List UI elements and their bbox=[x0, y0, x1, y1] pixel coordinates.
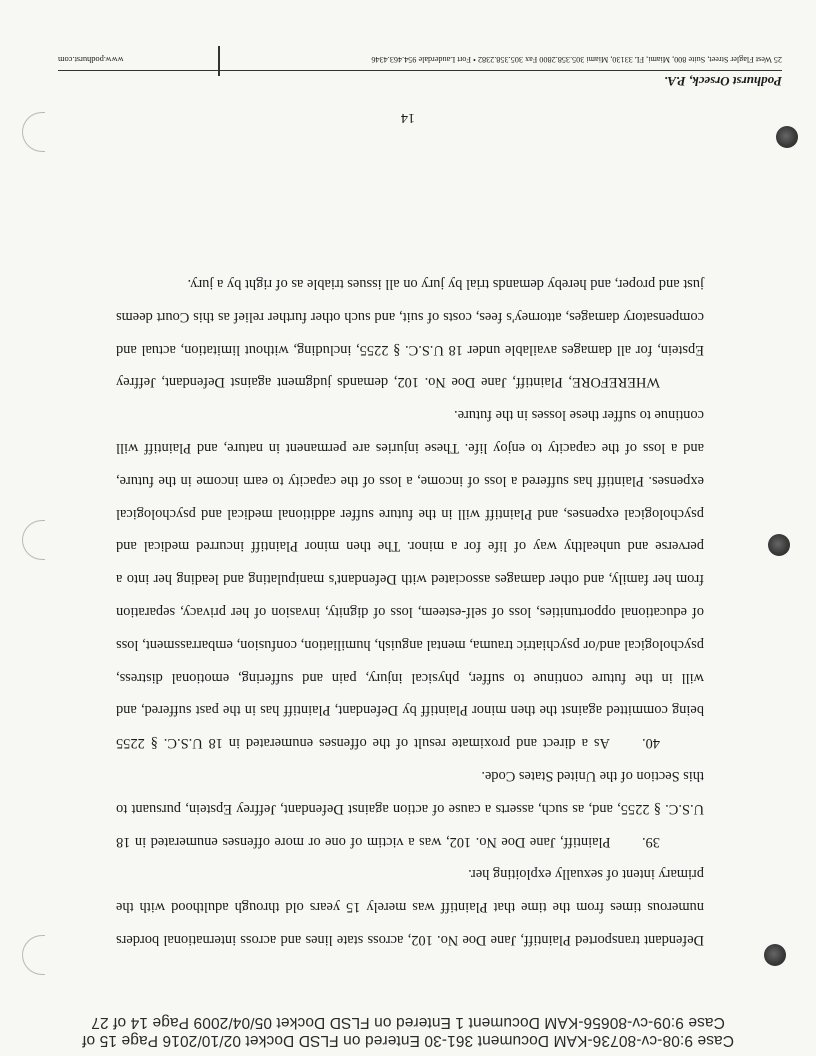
text-line: Defendant transported Plaintiff, Jane Doe No. 102, across state lines and across international bbox=[163, 932, 704, 948]
text-line: separation from her family, and other damages associated with Defendant's manipulating and bbox=[116, 571, 704, 621]
paragraph-39 bbox=[116, 759, 704, 857]
text-line: and will in the future continue to suffer, physical injury, pain and suffering, emotional distress, bbox=[116, 669, 704, 719]
text-line: 18 U.S.C. § 2255, and, as such, asserts a cause of action against Defendant, Jeffrey Epstein, bbox=[116, 800, 704, 850]
firm-address: 25 West Flagler Street, Suite 800, Miami, FL 33130, Miami 305.358.2800 Fax 305.358.2382 • Fort Lauderdale 954.463.4346 bbox=[371, 55, 782, 64]
docket-stamp-line-1: Case 9:08-cv-80736-KAM Document 361-30 Entered on FLSD Docket 02/10/2016 Page 15 of bbox=[82, 1032, 734, 1049]
text-line: actual and compensatory damages, attorney's fees, costs of suit, and such other further relief as bbox=[116, 308, 704, 358]
firm-website: www.podhurst.com bbox=[58, 55, 124, 64]
text-line: by a jury. bbox=[187, 276, 242, 293]
paragraph-40 bbox=[116, 398, 704, 759]
text-line: this Court deems just and proper, and hereby demands trial by jury on all issues triable as of right bbox=[115, 276, 704, 325]
text-line: Plaintiff, Jane Doe No. 102, was a victim of one or more offenses enumerated in bbox=[134, 833, 611, 850]
document-body bbox=[116, 267, 704, 956]
text-line: capacity to earn income in the future, and a loss of the capacity to enjoy life. These injuries are bbox=[116, 440, 704, 489]
text-line: incurred medical and psychological expenses, and Plaintiff will in the future suffer additional bbox=[116, 505, 704, 555]
footer-divider bbox=[219, 46, 221, 76]
text-line: Jeffrey Epstein, for all damages available under 18 U.S.C. § 2255, including, without limitation, bbox=[116, 341, 704, 391]
text-line: leading her into a perverse and unhealthy way of life for a minor. The then minor Plaintiff bbox=[116, 538, 704, 588]
text-line: medical and psychological expenses. Plaintiff has suffered a loss of income, a loss of the bbox=[116, 472, 704, 522]
text-line: borders numerous times from the time that Plaintiff was merely 15 years old through adulthood bbox=[116, 899, 704, 948]
text-line: permanent in nature, and Plaintiff will continue to suffer these losses in the future. bbox=[116, 407, 704, 457]
paragraph-number: 40. bbox=[642, 735, 660, 752]
footer-rule bbox=[58, 70, 782, 71]
text-line: with the primary intent of sexually exploiting her. bbox=[116, 866, 704, 916]
text-line: psychological and/or psychiatric trauma, mental anguish, humiliation, confusion, embarrassment, bbox=[142, 636, 704, 653]
text-line: pursuant to this Section of the United States Code. bbox=[116, 768, 704, 817]
page-number: 14 bbox=[401, 110, 415, 125]
text-line: WHEREFORE, Plaintiff, Jane Doe No. 102, demands judgment against Defendant, bbox=[161, 374, 660, 391]
text-line: As a direct and proximate result of the offenses enumerated in 18 U.S.C. § 2255 bbox=[116, 735, 610, 752]
firm-name: Podhurst Orseck, P.A. bbox=[664, 74, 782, 89]
text-line: being committed against the then minor Plaintiff by Defendant, Plaintiff has in the past suffered, bbox=[140, 702, 704, 719]
paragraph-wherefore bbox=[116, 267, 704, 398]
text-line: loss of educational opportunities, loss of self-esteem, loss of dignity, invasion of her privacy, bbox=[116, 604, 704, 653]
paragraph-continuation bbox=[116, 858, 704, 956]
paragraph-number: 39. bbox=[642, 833, 660, 850]
docket-stamp-line-2: Case 9:09-cv-80656-KAM Document 1 Entered on FLSD Docket 05/04/2009 Page 14 of 27 bbox=[91, 1014, 725, 1031]
